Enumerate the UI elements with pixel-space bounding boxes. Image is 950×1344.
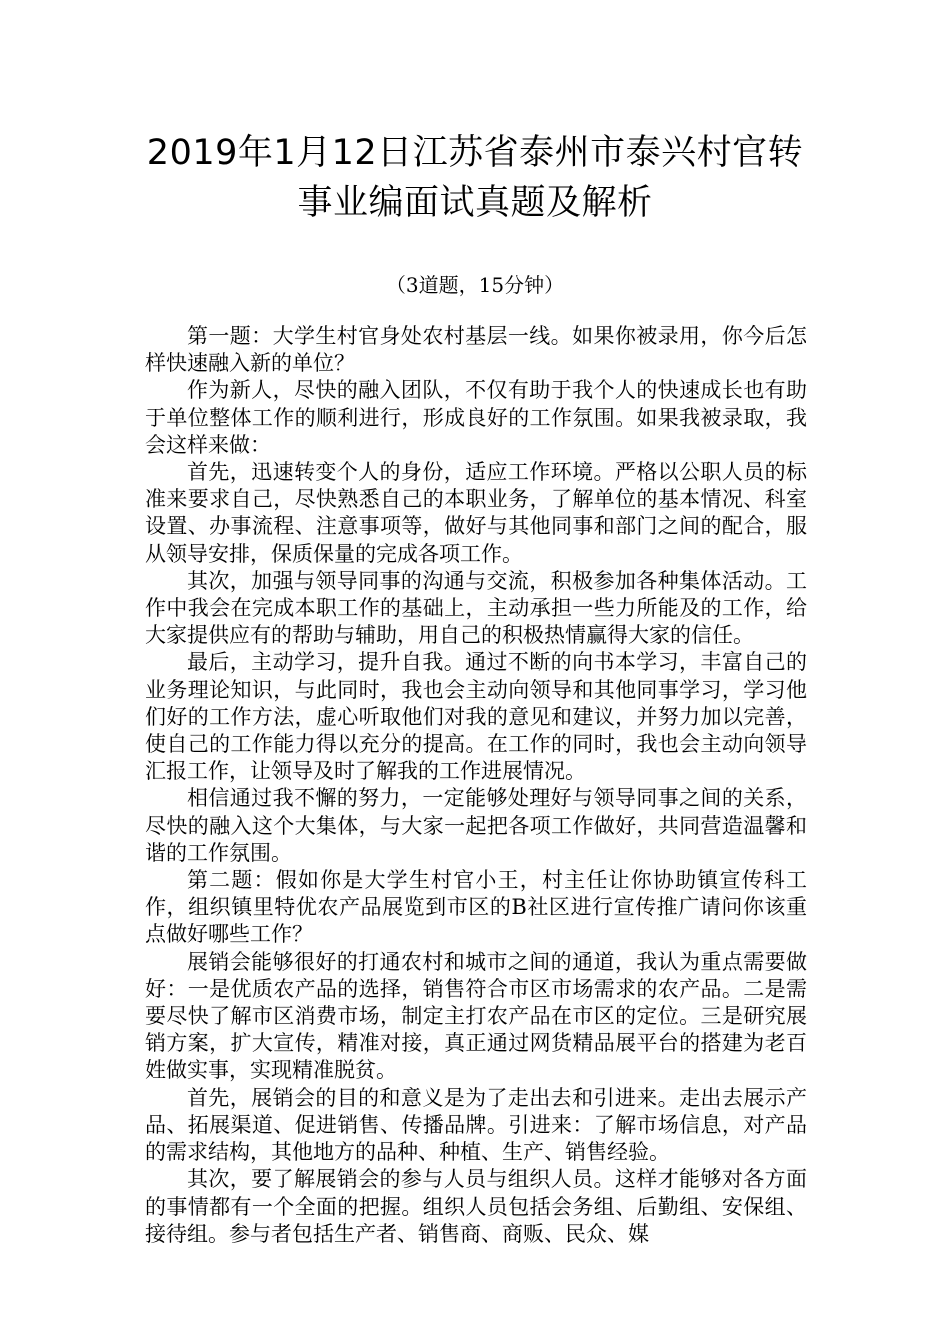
document-subtitle: （3道题，15分钟） (385, 273, 565, 297)
paragraph: 第一题：大学生村官身处农村基层一线。如果你被录用，你今后怎样快速融入新的单位？ (145, 324, 807, 376)
paragraph: 相信通过我不懈的努力，一定能够处理好与领导同事之间的关系，尽快的融入这个大集体，与大家一起把各项工作做好，共同营造温馨和谐的工作氛围。 (145, 786, 807, 865)
paragraph: 展销会能够很好的打通农村和城市之间的通道，我认为重点需要做好：一是优质农产品的选择，销售符合市区市场需求的农产品。二是需要尽快了解市区消费市场，制定主打农产品在市区的定位。三是研究展销方案，扩大宣传，精准对接，真正通过网货精品展平台的搭建为老百姓做实事，实现精准脱贫。 (145, 949, 807, 1083)
title-line-2: 事业编面试真题及解析 (297, 183, 653, 223)
paragraph: 首先，展销会的目的和意义是为了走出去和引进来。走出去展示产品、拓展渠道、促进销售、传播品牌。引进来：了解市场信息，对产品的需求结构，其他地方的品种、种植、生产、销售经验。 (145, 1085, 807, 1165)
paragraph: 其次，加强与领导同事的沟通与交流，积极参加各种集体活动。工作中我会在完成本职工作的基础上，主动承担一些力所能及的工作，给大家提供应有的帮助与辅助，用自己的积极热情赢得大家的信任。 (145, 568, 807, 648)
paragraph: 作为新人，尽快的融入团队，不仅有助于我个人的快速成长也有助于单位整体工作的顺利进行，形成良好的工作氛围。如果我被录取，我会这样来做： (145, 378, 807, 457)
paragraph: 最后，主动学习，提升自我。通过不断的向书本学习，丰富自己的业务理论知识，与此同时，我也会主动向领导和其他同事学习，学习他们好的工作方法，虚心听取他们对我的意见和建议，并努力加以完善，使自己的工作能力得以充分的提高。在工作的同时，我也会主动向领导汇报工作，让领导及时了解我的工作进展情况。 (145, 650, 807, 784)
document-body (145, 323, 807, 1248)
paragraph: 其次，要了解展销会的参与人员与组织人员。这样才能够对各方面的事情都有一个全面的把握。组织人员包括会务组、后勤组、安保组、接待组。参与者包括生产者、销售商、商贩、民众、媒 (145, 1167, 807, 1246)
paragraph: 首先，迅速转变个人的身份，适应工作环境。严格以公职人员的标准来要求自己，尽快熟悉自己的本职业务，了解单位的基本情况、科室设置、办事流程、注意事项等，做好与其他同事和部门之间的配合，服从领导安排，保质保量的完成各项工作。 (145, 460, 807, 566)
title-line-1: 2019年1月12日江苏省泰州市泰兴村官转 (146, 133, 804, 173)
paragraph: 第二题：假如你是大学生村官小王，村主任让你协助镇宣传科工作，组织镇里特优农产品展览到市区的B社区进行宣传推广请问你该重点做好哪些工作？ (145, 868, 807, 947)
document-title (120, 128, 830, 228)
